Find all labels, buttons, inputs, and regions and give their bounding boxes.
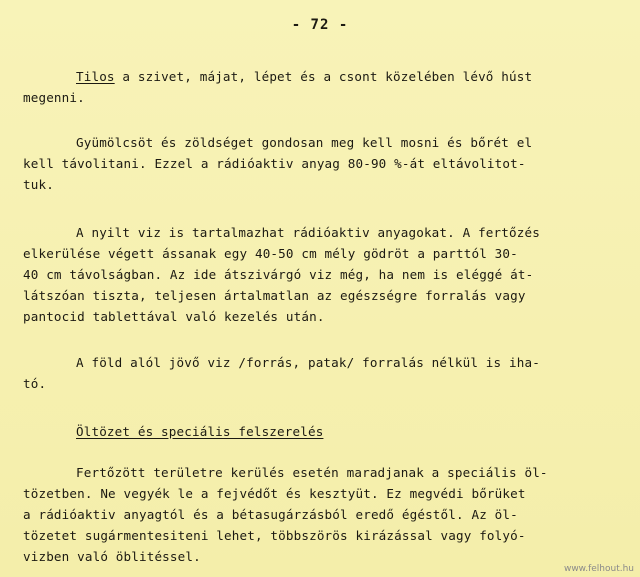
paragraph-meat-warning: [23, 66, 533, 108]
paragraph-line: Fertőzött területre kerülés esetén maradjanak a speciális öl-: [76, 465, 548, 480]
paragraph-line: tözetben. Ne vegyék le a fejvédőt és kesztyüt. Ez megvédi bőrüket: [23, 486, 526, 501]
paragraph-line: kell távolitani. Ezzel a rádióaktiv anyag 80-90 %-át eltávolitot-: [23, 156, 526, 171]
watermark: www.felhout.hu: [563, 564, 634, 574]
paragraph-line: a rádióaktiv anyagtól és a bétasugárzásból eredő égéstől. Az öl-: [23, 507, 518, 522]
paragraph-line: A nyilt viz is tartalmazhat rádióaktiv anyagokat. A fertőzés: [76, 225, 540, 240]
page-number: - 72 -: [291, 17, 349, 33]
section-heading: Öltözet és speciális felszerelés: [76, 424, 324, 439]
paragraph-spring-water: [23, 352, 540, 394]
paragraph-line: tó.: [23, 376, 47, 391]
paragraph-line: Gyümölcsöt és zöldséget gondosan meg kell mosni és bőrét el: [76, 135, 533, 150]
paragraph-open-water: [23, 222, 540, 327]
paragraph-fruit-washing: [23, 132, 533, 195]
paragraph-line: 40 cm távolságban. Az ide átszivárgó viz még, ha nem is eléggé át-: [23, 267, 534, 282]
paragraph-line: elkerülése végett ássanak egy 40-50 cm mély gödröt a parttól 30-: [23, 246, 518, 261]
paragraph-line: megenni.: [23, 90, 85, 105]
paragraph-line: tözetet sugármentesiteni lehet, többszörös kirázással vagy folyó-: [23, 528, 526, 543]
emphasis-tilos: Tilos: [76, 69, 115, 84]
paragraph-line: tuk.: [23, 177, 54, 192]
paragraph-line: pantocid tablettával való kezelés után.: [23, 309, 325, 324]
paragraph-clothing: [23, 462, 548, 567]
paragraph-line: a szivet, májat, lépet és a csont közelében lévő húst: [114, 69, 533, 84]
paragraph-line: A föld alól jövő viz /forrás, patak/ forralás nélkül is iha-: [76, 355, 540, 370]
paragraph-line: látszóan tiszta, teljesen ártalmatlan az egészségre forralás vagy: [23, 288, 526, 303]
paragraph-line: vizben való öblitéssel.: [23, 549, 201, 564]
